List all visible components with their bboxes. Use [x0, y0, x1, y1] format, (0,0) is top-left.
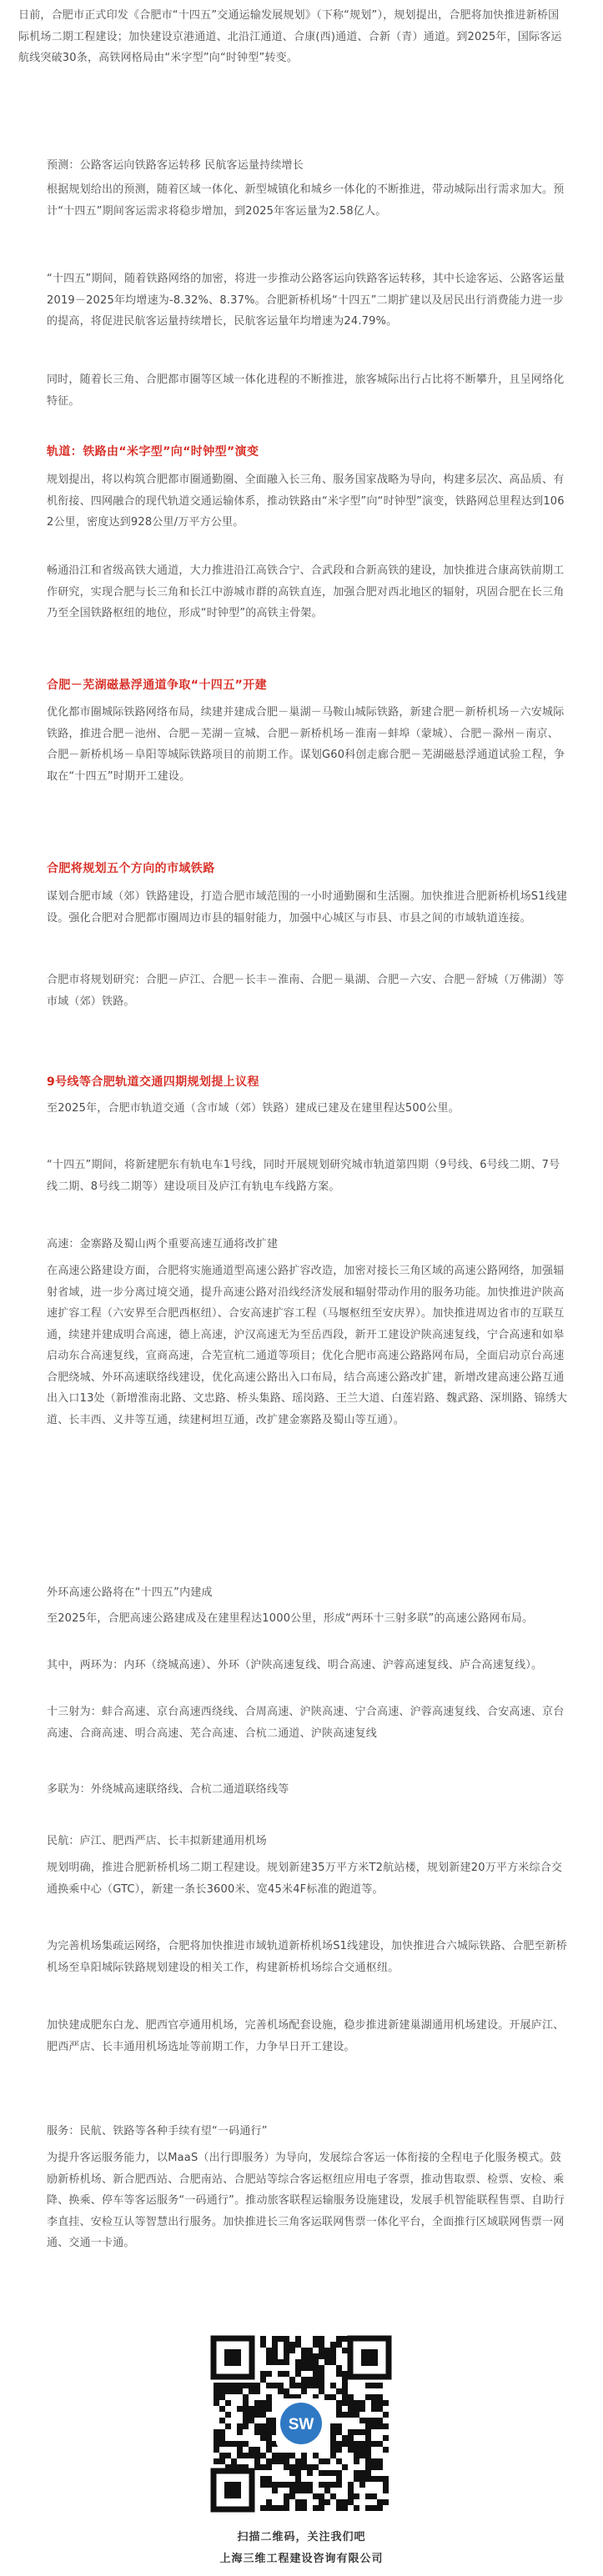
- air-paragraph-1: 规划明确，推进合肥新桥机场二期工程建设。规划新建35万平方米T2航站楼，规划新建20万平方米综合交通换乘中心（GTC），新建一条长3600米、宽45米4F标准的跑道等。: [47, 1862, 563, 1896]
- city-rail-paragraph-1: 谋划合肥市域（郊）铁路建设，打造合肥市域范围的一小时通勤圈和生活圈。加快推进合肥新桥机场S1线建设。强化合肥对合肥都市圈周边市县的辐射能力，加强中心城区与市县、市县之间的市域轨道连接。: [47, 890, 568, 925]
- air-paragraph-3: 加快建成肥东白龙、肥西官亭通用机场，完善机场配套设施，稳步推进新建巢湖通用机场建设。开展庐江、肥西严店、长丰通用机场选址等前期工作，力争早日开工建设。: [47, 2019, 565, 2053]
- rail-heading: 轨道：铁路由“米字型”向“时钟型”演变: [47, 445, 259, 459]
- ring-paragraph-3: 十三射为：蚌合高速、京台高速西绕线、合周高速、沪陕高速、宁合高速、沪蓉高速复线、合安高速、京台高速、合商高速、明合高速、芜合高速、合杭二通道、沪陕高速复线: [47, 1706, 565, 1740]
- forecast-paragraph-1: 根据规划给出的预测，随着区域一体化、新型城镇化和城乡一体化的不断推进，带动城际出行需求加大。预计“十四五”期间客运需求将稳步增加，到2025年客运量为2.58亿人。: [47, 183, 565, 218]
- highway-paragraph: 在高速公路建设方面，合肥将实施通道型高速公路扩容改造，加密对接长三角区域的高速公路网络，加强辐射省域，进一步分离过境交通，提升高速公路对沿线经济发展和辐射带动作用的服务功能。加快推进沪陕高速扩容工程（六安界至合肥西枢纽）、合安高速扩容工程（马堰枢纽至安庆界）。加快推进周边省市的互联互通，续建并建成明合高速，德上高速，沪汉高速无为至岳西段，新开工建设沪陕高速复线，宁合高速和如皋启动东合高速复线，宣商高速，合芜宣杭二通道等项目；优化合肥市高速公路路网布局，全面启动京台高速合肥绕城、外环高速联络线建设，优化高速公路出入口布局，结合高速公路改扩建，新增改建高速公路互通出入口13处（新增淮南北路、文忠路、桥头集路、瑶岗路、王兰大道、白莲岩路、魏武路、深圳路、锦绣大道、长丰西、义井等互通，续建柯坦互通，改扩建金寨路及蜀山等互通）。: [47, 1265, 568, 1426]
- metro-paragraph-1: 至2025年，合肥市轨道交通（含市域（郊）铁路）建成已建及在建里程达500公里。: [47, 1102, 460, 1115]
- company-name: 上海三维工程建设咨询有限公司: [219, 2553, 384, 2565]
- rail-paragraph-2: 畅通沿江和省级高铁大通道，大力推进沿江高铁合宁、合武段和合新高铁的建设，加快推进合康高铁前期工作研究，实现合肥与长三角和长江中游城市群的高铁直连，加强合肥对西北地区的辐射，巩固合肥在长三角乃至全国铁路枢纽的地位，形成“时钟型”的高铁主骨架。: [47, 564, 565, 619]
- ring-heading: 外环高速公路将在“十四五”内建成: [47, 1586, 213, 1599]
- ring-paragraph-4: 多联为：外绕城高速联络线、合杭二通道联络线等: [47, 1783, 289, 1796]
- highway-heading: 高速：金寨路及蜀山两个重要高速互通将改扩建: [47, 1238, 279, 1250]
- forecast-paragraph-2: “十四五”期间，随着铁路网络的加密，将进一步推动公路客运向铁路客运转移，其中长途客运、公路客运量2019－2025年均增速为-8.32%、8.37%。合肥新桥机场“十四五”二期扩建以及居民出行消费能力进一步的提高，将促进民航客运量持续增长，民航客运量年均增速为24.79%。: [47, 273, 565, 328]
- maglev-heading: 合肥－芜湖磁悬浮通道争取“十四五”开建: [47, 679, 268, 692]
- metro-paragraph-2: “十四五”期间，将新建肥东有轨电车1号线，同时开展规划研究城市轨道第四期（9号线、6号线二期、7号线二期、8号线二期等）建设项目及庐江有轨电车线路方案。: [47, 1159, 560, 1193]
- city-rail-paragraph-2: 合肥市将规划研究：合肥－庐江、合肥－长丰－淮南、合肥－巢湖、合肥－六安、合肥－舒城（万佛湖）等市域（郊）铁路。: [47, 974, 565, 1008]
- intro-paragraph: 日前，合肥市正式印发《合肥市“十四五”交通运输发展规划》（下称“规划”），规划提出，合肥将加快推进新桥国际机场二期工程建设；加快建设京港通道、北沿江通道、合康(西)通道、合新（青）通道。到2025年，国际客运航线突破30条，高铁网格局由“米字型”向“时钟型”转变。: [18, 9, 562, 64]
- ring-paragraph-2: 其中，两环为：内环（绕城高速）、外环（沪陕高速复线、明合高速、沪蓉高速复线、庐合高速复线）。: [47, 1659, 543, 1671]
- forecast-heading: 预测：公路客运向铁路客运转移 民航客运量持续增长: [47, 159, 304, 172]
- air-heading: 民航：庐江、肥西严店、长丰拟新建通用机场: [47, 1835, 268, 1847]
- air-paragraph-2: 为完善机场集疏运网络，合肥将加快推进市域轨道新桥机场S1线建设，加快推进合六城际铁路、合肥至新桥机场至阜阳城际铁路规划建设的相关工作，构建新桥机场综合交通枢纽。: [47, 1940, 568, 1974]
- qr-code-image: [205, 2330, 397, 2518]
- service-heading: 服务：民航、铁路等各种手续有望“一码通行”: [47, 2125, 268, 2137]
- qr-code[interactable]: [205, 2330, 397, 2518]
- city-rail-heading: 合肥将规划五个方向的市域铁路: [47, 862, 215, 875]
- rail-paragraph-1: 规划提出，将以构筑合肥都市圈通勤圈、全面融入长三角、服务国家战略为导向，构建多层次、高品质、有机衔接、四网融合的现代轨道交通运输体系，推动铁路由“米字型”向“时钟型”演变，铁路网总里程达到1062公里，密度达到928公里/万平方公里。: [47, 474, 565, 529]
- scan-caption: 扫描二维码，关注我们吧: [237, 2531, 366, 2543]
- forecast-paragraph-3: 同时，随着长三角、合肥都市圈等区域一体化进程的不断推进，旅客城际出行占比将不断攀升，且呈网络化特征。: [47, 373, 565, 408]
- maglev-paragraph: 优化都市圈城际铁路网络布局，续建并建成合肥－巢湖－马鞍山城际铁路，新建合肥－新桥机场－六安城际铁路，推进合肥－池州、合肥－芜湖－宣城、合肥－新桥机场－淮南－蚌埠（蒙城）、合肥－滁州－南京、合肥－新桥机场－阜阳等城际铁路项目的前期工作。谋划G60科创走廊合肥－芜湖磁悬浮通道试验工程，争取在“十四五”时期开工建设。: [47, 706, 565, 783]
- company-logo-text: SW: [288, 2416, 314, 2433]
- metro-heading: 9号线等合肥轨道交通四期规划提上议程: [47, 1075, 259, 1089]
- ring-paragraph-1: 至2025年，合肥高速公路建成及在建里程达1000公里，形成“两环十三射多联”的高速公路网布局。: [47, 1612, 534, 1625]
- service-paragraph: 为提升客运服务能力，以MaaS（出行即服务）为导向，发展综合客运一体衔接的全程电子化服务模式。鼓励新桥机场、新合肥西站、合肥南站、合肥站等综合客运枢纽应用电子客票，推动售取票、检票、安检、乘降、换乘、停车等客运服务“一码通行”。推动旅客联程运输服务设施建设，发展手机智能联程售票、自助行李直挂、安检互认等智慧出行服务。加快推进长三角客运联网售票一体化平台，全面推行区域联网售票一网通、交通一卡通。: [47, 2152, 565, 2249]
